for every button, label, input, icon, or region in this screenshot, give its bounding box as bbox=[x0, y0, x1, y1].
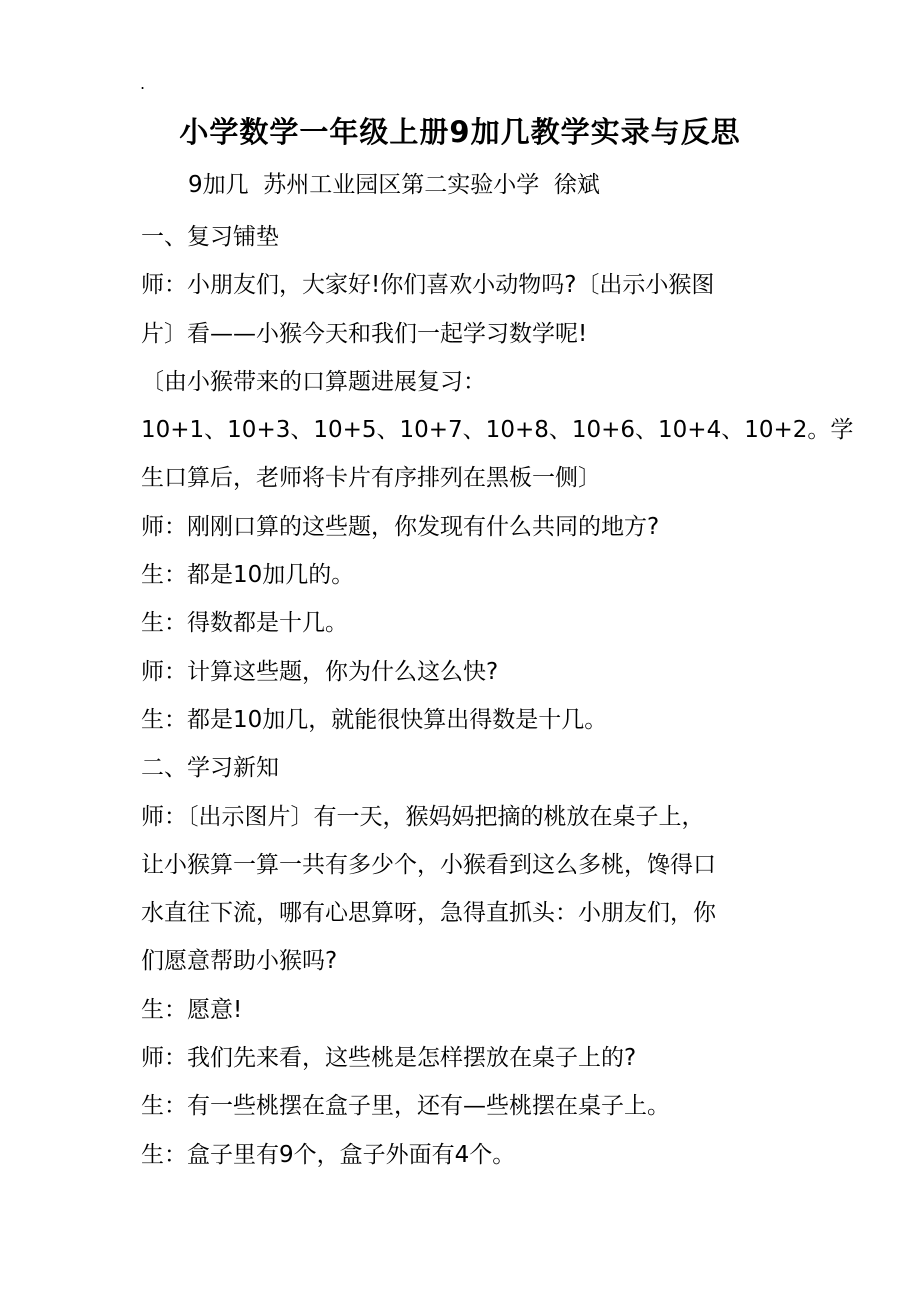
paragraph-line: 师：小朋友们，大家好!你们喜欢小动物吗?〔出示小猴图 bbox=[141, 272, 715, 299]
paragraph-line: 师：〔出示图片〕有一天，猴妈妈把摘的桃放在桌子上， bbox=[141, 803, 705, 830]
dialogue-line: 生：都是10加几的。 bbox=[141, 562, 355, 589]
dialogue-line: 生：盒子里有9个，盒子外面有4个。 bbox=[141, 1141, 516, 1168]
paragraph-line: 10+1、10+3、10+5、10+7、10+8、10+6、10+4、10+2。学 bbox=[141, 417, 854, 444]
dialogue-line: 生：有一些桃摆在盒子里，还有—些桃摆在桌子上。 bbox=[141, 1093, 670, 1120]
document-body bbox=[141, 213, 854, 1179]
dialogue-line: 师：我们先来看，这些桃是怎样摆放在桌子上的? bbox=[141, 1045, 637, 1072]
dialogue-line: 生：愿意! bbox=[141, 996, 243, 1023]
dialogue-line: 生：得数都是十几。 bbox=[141, 610, 348, 637]
dialogue-line: 师：刚刚口算的这些题，你发现有什么共同的地方? bbox=[141, 513, 660, 540]
document-title: 小学数学一年级上册9加几教学实录与反思 bbox=[179, 115, 741, 149]
dialogue-line: 生：都是10加几，就能很快算出得数是十几。 bbox=[141, 706, 608, 733]
section-heading: 二、学习新知 bbox=[141, 755, 279, 782]
paragraph-line: 〔由小猴带来的口算题进展复习： bbox=[141, 368, 486, 395]
paragraph-line: 水直往下流，哪有心思算呀，急得直抓头：小朋友们，你 bbox=[141, 900, 716, 927]
section-heading: 一、复习铺垫 bbox=[141, 224, 279, 250]
paragraph-line: 片〕看——小猴今天和我们一起学习数学呢! bbox=[141, 320, 588, 347]
page-marker-dot: . bbox=[140, 74, 146, 93]
paragraph-line: 们愿意帮助小猴吗? bbox=[141, 948, 338, 975]
paragraph-line: 让小猴算一算一共有多少个，小猴看到这么多桃，馋得口 bbox=[141, 851, 716, 878]
paragraph-line: 生口算后，老师将卡片有序排列在黑板一侧〕 bbox=[141, 465, 601, 492]
dialogue-line: 师：计算这些题，你为什么这么快? bbox=[141, 658, 499, 685]
document-subtitle: 9加几 苏州工业园区第二实验小学 徐斌 bbox=[188, 172, 600, 198]
